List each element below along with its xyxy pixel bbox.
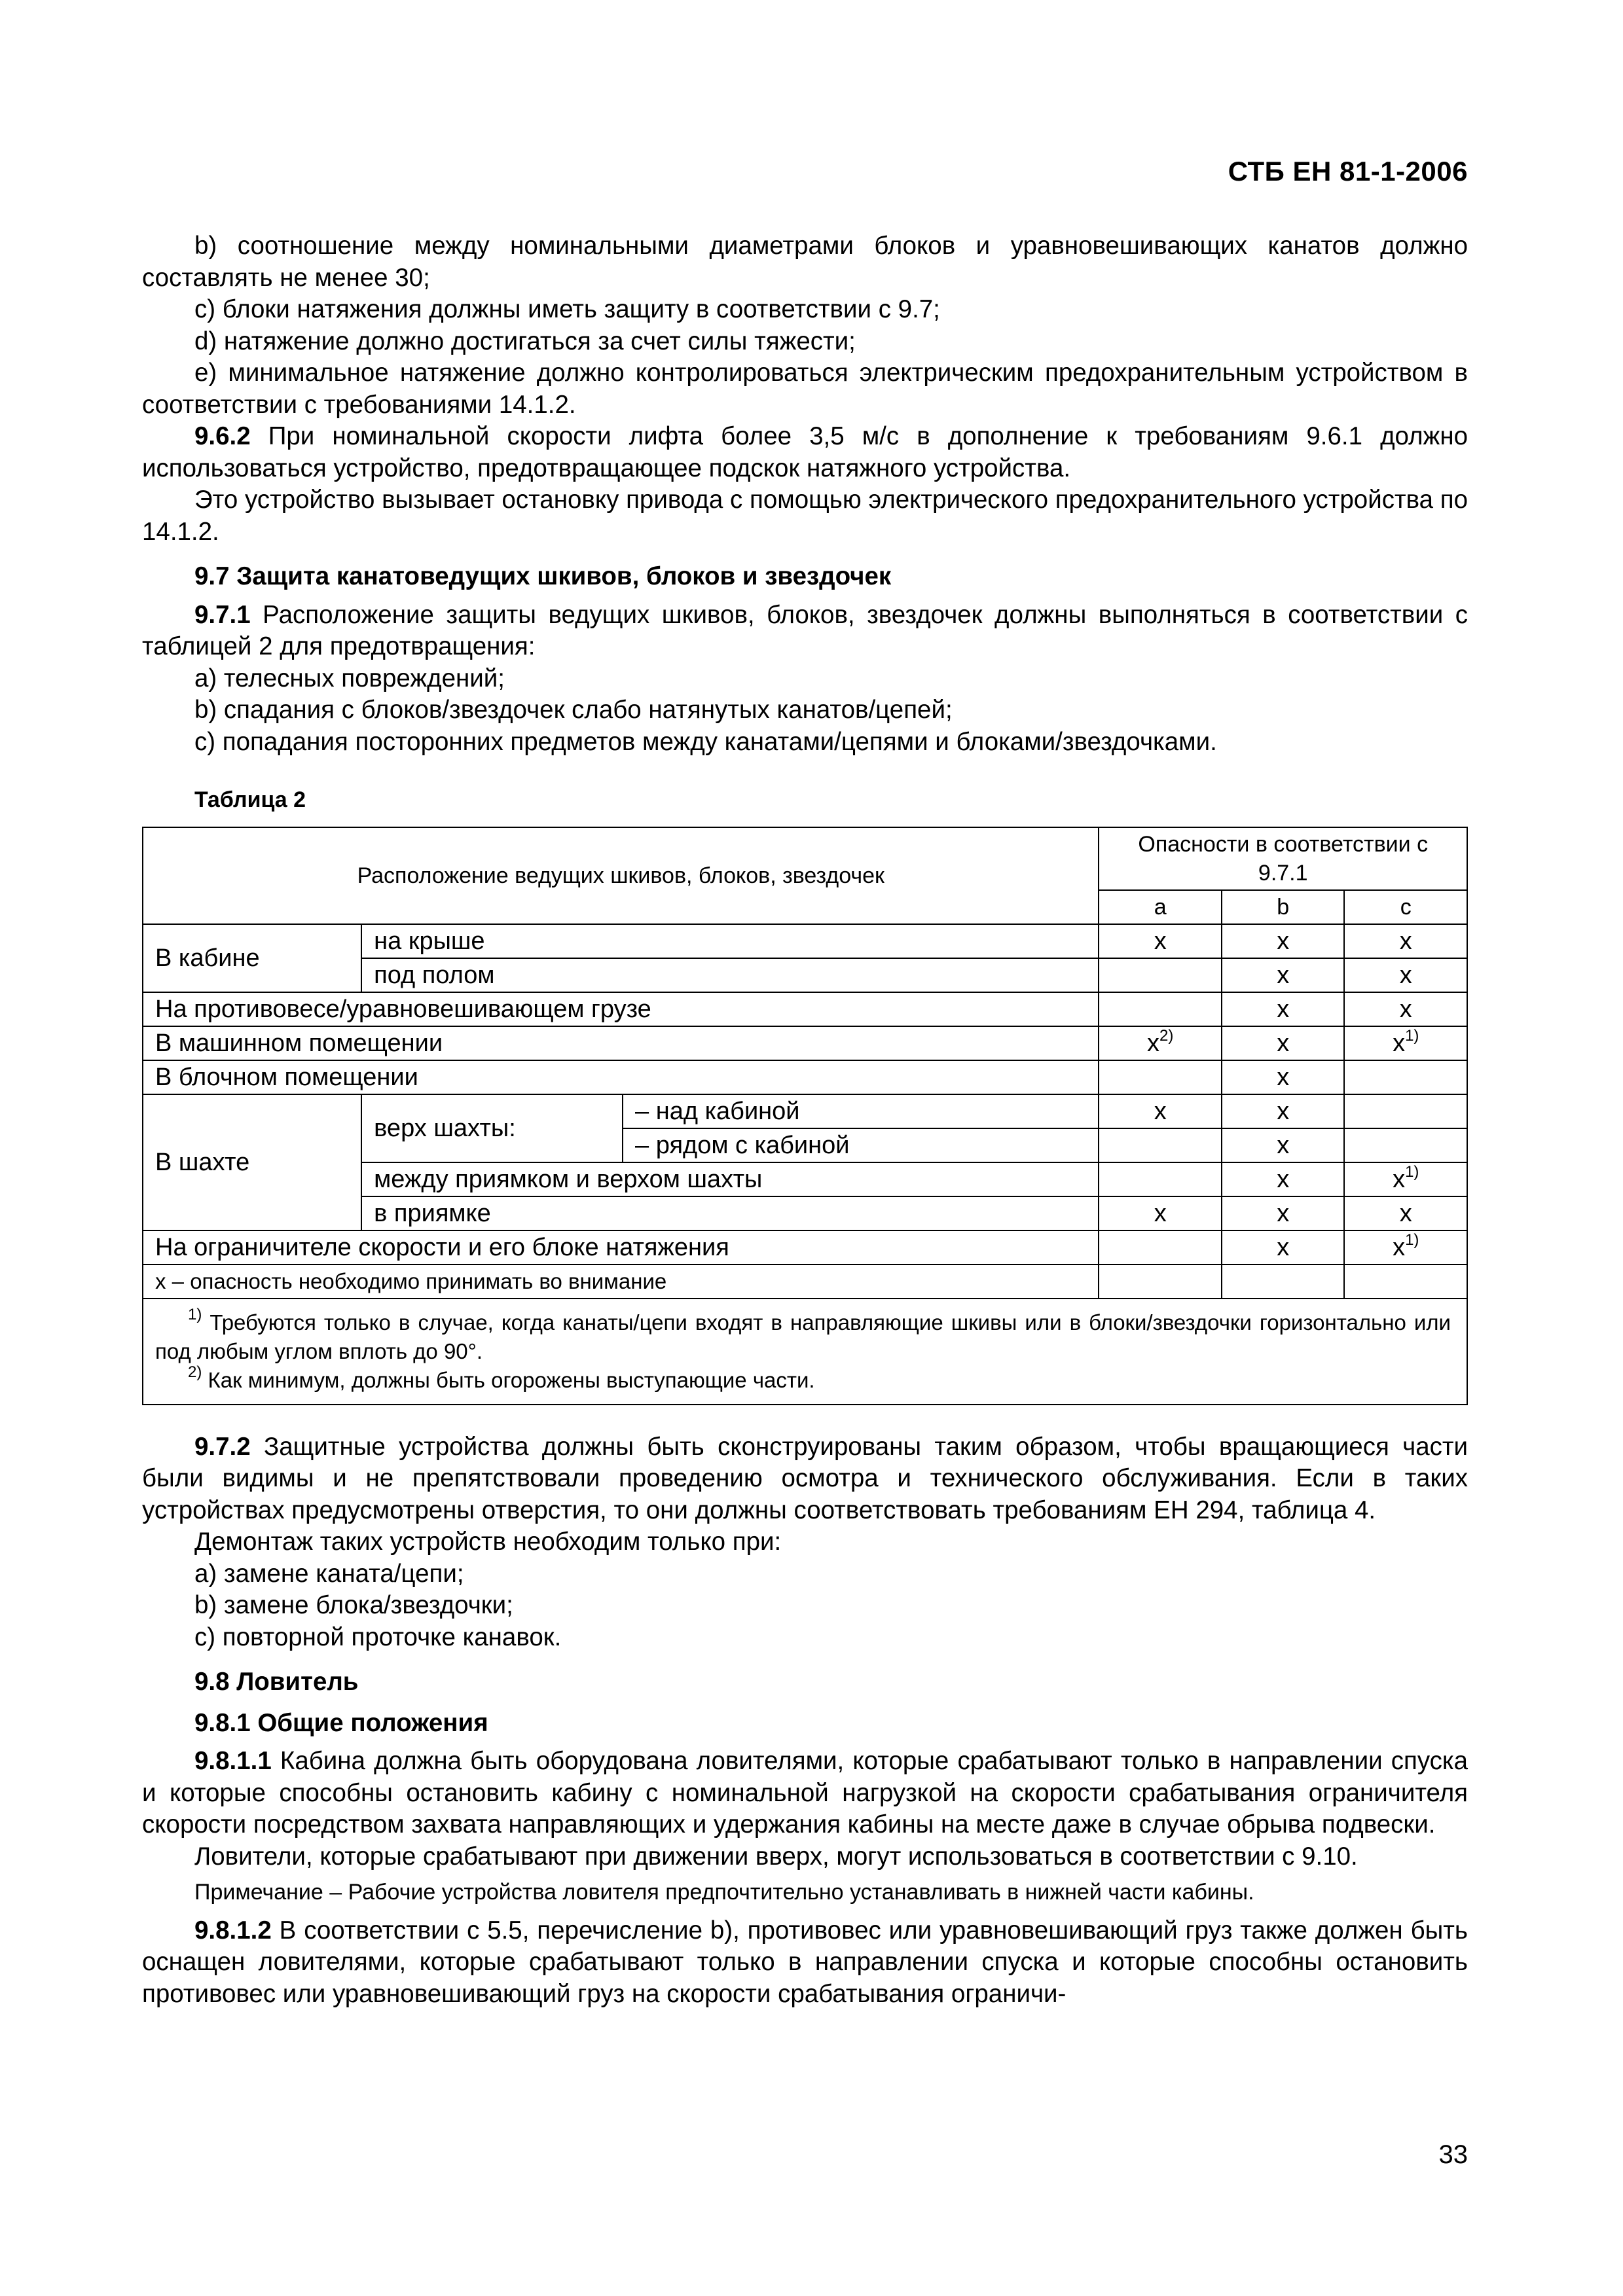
footnote-ref-1: 1): [1405, 1162, 1419, 1181]
empty-cell: [1344, 1060, 1467, 1094]
mark-cell: x: [1222, 1230, 1345, 1265]
header-location: Расположение ведущих шкивов, блоков, звездочек: [143, 827, 1099, 924]
empty-cell: [1099, 1060, 1222, 1094]
clause-9-7-2: [142, 1431, 1468, 1527]
row-label-governor: На ограничителе скорости и его блоке натяжения: [143, 1230, 1099, 1265]
table-row: [143, 924, 1467, 958]
footnote-ref-1: 1): [1405, 1026, 1419, 1045]
note: Примечание – Рабочие устройства ловителя предпочтительно устанавливать в нижней части кабины.: [194, 1880, 1254, 1905]
table-legend: x – опасность необходимо принимать во внимание: [143, 1265, 1099, 1299]
heading-9-8-1: 9.8.1 Общие положения: [194, 1708, 488, 1737]
empty-cell: [1099, 1265, 1222, 1299]
empty-cell: [1099, 1162, 1222, 1196]
row-label-roof: на крыше: [361, 924, 1099, 958]
clause-9-7-1: [142, 600, 1468, 663]
list-item-c: c) попадания посторонних предметов между канатами/цепями и блоками/звездочками.: [194, 727, 1217, 756]
clause-9-8-1-2: [142, 1915, 1468, 2011]
clause-9-6-2: [142, 421, 1468, 484]
clause-text: В соответствии с 5.5, перечисление b), противовес или уравновешивающий груз также должен быть оснащен ловителями, которые срабатывают только в направлении спуска и которые способны остановить противовес или уравновешивающий груз на скорости срабатывания ограничи-: [142, 1916, 1468, 2008]
footnote-marker: 1): [188, 1305, 202, 1323]
mark-cell: x: [1099, 1196, 1222, 1230]
table-footnotes-row: [143, 1299, 1467, 1405]
mark-cell: [1344, 1230, 1467, 1265]
clause-text: Защитные устройства должны быть сконструированы таким образом, чтобы вращающиеся части были видимы и не препятствовали проведению осмотра и технического обслуживания. Если в таких устройствах предусмотрены отверстия, то они должны соответствовать требованиям ЕН 294, таблица 4.: [142, 1432, 1468, 1524]
table-row: [143, 1060, 1467, 1094]
clause-9-8-1-1-cont: Ловители, которые срабатывают при движении вверх, могут использоваться в соответствии с 9.10.: [194, 1842, 1358, 1871]
footnote-text: Требуются только в случае, когда канаты/цепи входят в направляющие шкивы или в блоки/звездочки горизонтально или под любым углом вплоть до 90°.: [155, 1310, 1451, 1363]
paragraph-e: e) минимальное натяжение должно контролироваться электрическим предохранительным устройством в соответствии с требованиями 14.1.2.: [142, 359, 1468, 419]
list-item-c: c) повторной проточке канавок.: [194, 1623, 562, 1651]
clause-number: 9.8.1.1: [194, 1747, 272, 1775]
table-header-row: [143, 827, 1467, 890]
row-label-shaft: В шахте: [143, 1094, 361, 1230]
clause-number: 9.7.1: [194, 600, 251, 629]
empty-cell: [1344, 1128, 1467, 1162]
row-label-between-pit-and-top: между приямком и верхом шахты: [361, 1162, 1099, 1196]
mark: x: [1147, 1029, 1160, 1057]
empty-cell: [1222, 1265, 1345, 1299]
empty-cell: [1344, 1094, 1467, 1128]
row-label-pulley-room: В блочном помещении: [143, 1060, 1099, 1094]
paragraph-b: b) соотношение между номинальными диаметрами блоков и уравновешивающих канатов должно составлять не менее 30;: [142, 232, 1468, 292]
header-hazards: Опасности в соответствии с 9.7.1: [1099, 827, 1467, 890]
heading-9-7: 9.7 Защита канатоведущих шкивов, блоков и звездочек: [194, 562, 892, 590]
mark-cell: x: [1344, 1196, 1467, 1230]
empty-cell: [1344, 1265, 1467, 1299]
mark: x: [1393, 1029, 1406, 1057]
mark-cell: x: [1222, 992, 1345, 1026]
mark-cell: x: [1222, 1196, 1345, 1230]
row-label-shaft-top: верх шахты:: [361, 1094, 623, 1162]
table-row: [143, 992, 1467, 1026]
footnote-text: Как минимум, должны быть огорожены выступающие части.: [208, 1367, 815, 1392]
empty-cell: [1099, 958, 1222, 992]
mark-cell: x: [1099, 1094, 1222, 1128]
table-2: [142, 827, 1468, 1405]
document-code: СТБ ЕН 81-1-2006: [1228, 156, 1468, 187]
empty-cell: [1099, 992, 1222, 1026]
header-col-a: a: [1099, 890, 1222, 924]
clause-number: 9.7.2: [194, 1432, 251, 1461]
mark-cell: x: [1099, 924, 1222, 958]
list-item-b: b) замене блока/звездочки;: [194, 1591, 513, 1619]
row-label-beside-cabin: – рядом с кабиной: [623, 1128, 1099, 1162]
footnote-marker: 2): [188, 1363, 202, 1381]
clause-number: 9.6.2: [194, 422, 251, 450]
row-label-cabin: В кабине: [143, 924, 361, 992]
empty-cell: [1099, 1128, 1222, 1162]
mark-cell: x: [1222, 1128, 1345, 1162]
mark-cell: x: [1222, 958, 1345, 992]
clause-text: Расположение защиты ведущих шкивов, блоков, звездочек должны выполняться в соответствии с таблицей 2 для предотвращения:: [142, 600, 1468, 660]
row-label-floor: под полом: [361, 958, 1099, 992]
mark-cell: x: [1344, 958, 1467, 992]
clause-9-8-1-1: [142, 1746, 1468, 1841]
list-item-a: a) телесных повреждений;: [194, 664, 505, 692]
mark-cell: x: [1222, 1060, 1345, 1094]
footnote-ref-1: 1): [1405, 1230, 1419, 1249]
mark-cell: x: [1222, 1026, 1345, 1060]
clause-text: Кабина должна быть оборудована ловителями, которые срабатывают только в направлении спуска и которые способны остановить кабину с номинальной нагрузкой на скорости срабатывания ограничителя скорости посредством захвата направляющих и удержания кабины на месте даже в случае обрыва подвески.: [142, 1747, 1468, 1839]
mark-cell: [1344, 1026, 1467, 1060]
mark: x: [1393, 1165, 1406, 1193]
page-body: [142, 230, 1468, 2010]
mark-cell: x: [1344, 992, 1467, 1026]
clause-9-6-2-cont: Это устройство вызывает остановку привода с помощью электрического предохранительного устройства по 14.1.2.: [142, 486, 1468, 546]
page-number: 33: [1438, 2140, 1468, 2169]
mark-cell: x: [1222, 1162, 1345, 1196]
empty-cell: [1099, 1230, 1222, 1265]
mark: x: [1393, 1233, 1406, 1261]
paragraph-d: d) натяжение должно достигаться за счет силы тяжести;: [194, 327, 856, 355]
footnote-2: [155, 1363, 1451, 1395]
table-caption: Таблица 2: [194, 787, 306, 812]
table-footnotes: [143, 1299, 1467, 1405]
table-row: [143, 1094, 1467, 1128]
row-label-counterweight: На противовесе/уравновешивающем грузе: [143, 992, 1099, 1026]
row-label-pit: в приямке: [361, 1196, 1099, 1230]
footnote-1: [155, 1305, 1451, 1366]
clause-number: 9.8.1.2: [194, 1916, 272, 1945]
clause-9-7-2-cont: Демонтаж таких устройств необходим только при:: [194, 1528, 782, 1556]
mark-cell: [1344, 1162, 1467, 1196]
mark-cell: x: [1222, 1094, 1345, 1128]
clause-text: При номинальной скорости лифта более 3,5 м/с в дополнение к требованиям 9.6.1 должно использоваться устройство, предотвращающее подскок натяжного устройства.: [142, 422, 1468, 482]
row-label-above-cabin: – над кабиной: [623, 1094, 1099, 1128]
heading-9-8: 9.8 Ловитель: [194, 1668, 359, 1696]
paragraph-c: c) блоки натяжения должны иметь защиту в соответствии с 9.7;: [194, 295, 940, 323]
header-col-b: b: [1222, 890, 1345, 924]
list-item-a: a) замене каната/цепи;: [194, 1559, 464, 1588]
header-col-c: c: [1344, 890, 1467, 924]
mark-cell: x: [1344, 924, 1467, 958]
table-row: [143, 1230, 1467, 1265]
list-item-b: b) спадания с блоков/звездочек слабо натянутых канатов/цепей;: [194, 696, 953, 724]
table-row: [143, 1265, 1467, 1299]
row-label-machine-room: В машинном помещении: [143, 1026, 1099, 1060]
mark-cell: [1099, 1026, 1222, 1060]
footnote-ref-2: 2): [1159, 1026, 1174, 1045]
table-row: [143, 1026, 1467, 1060]
mark-cell: x: [1222, 924, 1345, 958]
